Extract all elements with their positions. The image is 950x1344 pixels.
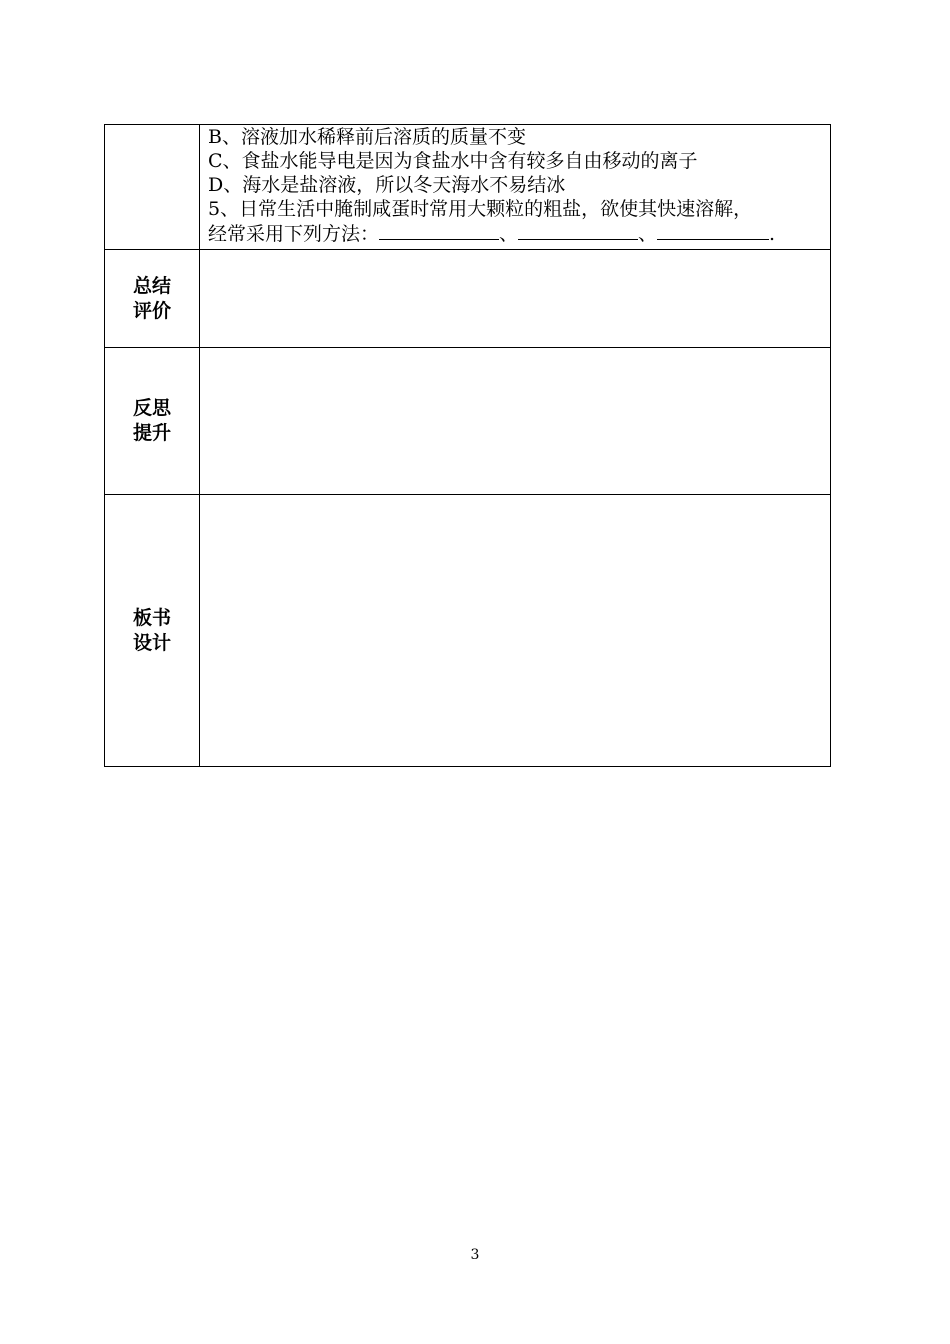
board-content-cell[interactable] — [200, 495, 831, 767]
exercise-content-cell — [200, 125, 831, 250]
question-5-fill-line — [208, 221, 826, 246]
summary-label-cell — [105, 250, 200, 348]
lesson-plan-table — [104, 124, 831, 767]
reflect-label-line1: 反思 — [132, 397, 171, 419]
question-5-text: 5、日常生活中腌制咸蛋时常用大颗粒的粗盐，欲使其快速溶解， — [208, 198, 753, 220]
summary-label-line2: 评价 — [132, 299, 171, 322]
option-b-text: B、溶液加水稀释前后溶质的质量不变 — [208, 126, 526, 148]
fill-end: . — [769, 223, 776, 245]
summary-content-cell[interactable] — [200, 250, 831, 348]
board-label-cell — [105, 495, 200, 767]
fill-separator-2: 、 — [638, 223, 658, 245]
reflect-label-line2: 提升 — [132, 422, 171, 444]
reflect-content-cell[interactable] — [200, 348, 831, 495]
page-number: 3 — [470, 1247, 480, 1263]
answer-blank-3[interactable] — [657, 221, 769, 240]
summary-label-line1: 总结 — [132, 274, 171, 297]
answer-blank-2[interactable] — [518, 221, 638, 240]
fill-separator-1: 、 — [499, 223, 519, 245]
answer-blank-1[interactable] — [379, 221, 499, 240]
reflect-row — [105, 348, 831, 495]
reflect-label-cell — [105, 348, 200, 495]
option-c-text: C、食盐水能导电是因为食盐水中含有较多自由移动的离子 — [208, 150, 698, 172]
board-label-line1: 板书 — [132, 606, 171, 629]
option-d-text: D、海水是盐溶液，所以冬天海水不易结冰 — [208, 174, 566, 196]
exercise-label-cell — [105, 125, 200, 250]
board-label-line2: 设计 — [132, 631, 171, 654]
exercise-row — [105, 125, 831, 250]
fill-prefix: 经常采用下列方法： — [208, 223, 380, 245]
summary-row — [105, 250, 831, 348]
board-design-row — [105, 495, 831, 767]
